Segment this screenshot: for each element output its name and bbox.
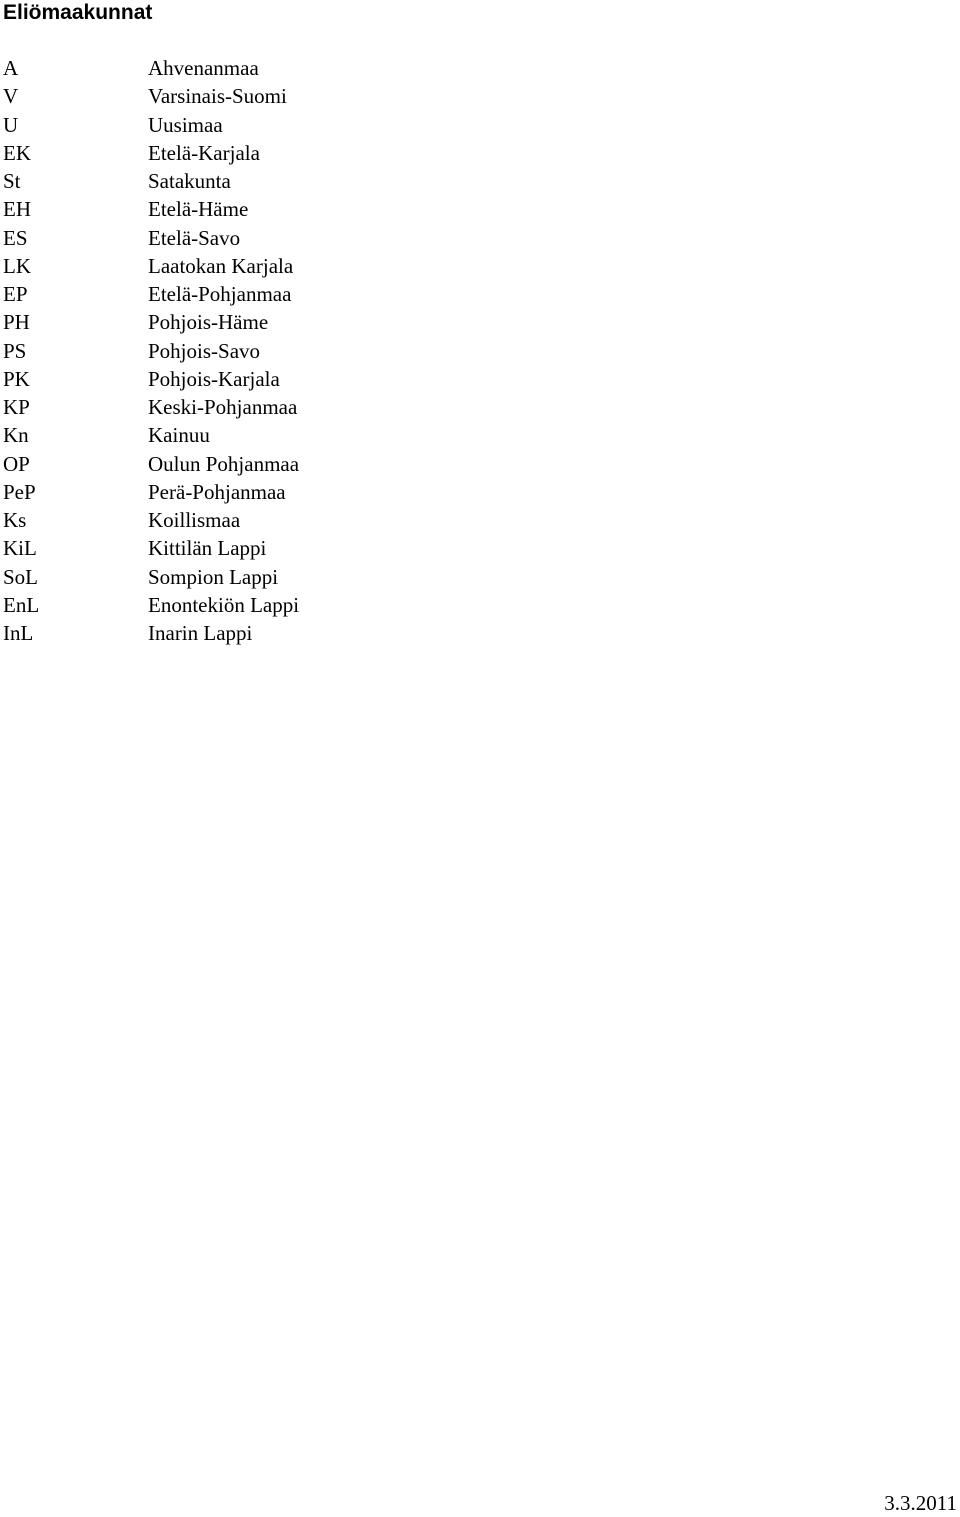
region-code: KP	[3, 395, 30, 419]
region-row	[3, 534, 299, 562]
region-name: Keski-Pohjanmaa	[148, 395, 298, 419]
region-row	[3, 421, 299, 449]
region-name: Kittilän Lappi	[148, 536, 267, 561]
region-row	[3, 111, 299, 139]
region-row	[3, 195, 299, 223]
region-code: Ks	[3, 508, 27, 532]
region-code: U	[3, 112, 19, 137]
region-code: Kn	[3, 423, 29, 448]
region-code: PS	[3, 338, 27, 363]
region-code: A	[3, 56, 19, 80]
region-name: Enontekiön Lappi	[148, 592, 300, 617]
region-code: EnL	[3, 592, 40, 617]
region-row	[3, 224, 299, 252]
region-name: Inarin Lappi	[148, 621, 253, 645]
region-name: Satakunta	[148, 169, 231, 193]
document-date: 3.3.2011	[884, 1491, 957, 1515]
region-table	[3, 54, 299, 647]
region-code: KiL	[3, 536, 37, 561]
region-name: Perä-Pohjanmaa	[148, 479, 286, 504]
region-name: Etelä-Savo	[148, 225, 241, 250]
region-code: EH	[3, 197, 31, 222]
region-name: Koillismaa	[148, 508, 241, 532]
region-row	[3, 280, 299, 308]
region-name: Pohjois-Karjala	[148, 366, 280, 391]
region-code: PH	[3, 310, 30, 335]
region-name: Etelä-Pohjanmaa	[148, 282, 292, 306]
region-code: PK	[3, 366, 30, 391]
region-row	[3, 337, 299, 365]
region-name: Etelä-Karjala	[148, 140, 260, 165]
page-title: Eliömaakunnat	[3, 1, 153, 24]
region-name: Laatokan Karjala	[148, 253, 294, 278]
region-row	[3, 365, 299, 393]
region-row	[3, 619, 299, 647]
region-code: ES	[3, 225, 28, 250]
region-row	[3, 563, 299, 591]
region-row	[3, 506, 299, 534]
region-name: Uusimaa	[148, 112, 223, 137]
region-row	[3, 478, 299, 506]
region-code: St	[3, 169, 21, 193]
region-code: EP	[3, 282, 28, 306]
region-row	[3, 167, 299, 195]
region-code: SoL	[3, 564, 39, 589]
region-name: Pohjois-Savo	[148, 338, 261, 363]
region-name: Oulun Pohjanmaa	[148, 451, 300, 476]
region-row	[3, 591, 299, 619]
region-row	[3, 139, 299, 167]
region-row	[3, 82, 299, 110]
region-row	[3, 252, 299, 280]
region-row	[3, 393, 299, 421]
region-name: Kainuu	[148, 423, 210, 448]
region-code: EK	[3, 140, 31, 165]
region-name: Sompion Lappi	[148, 564, 279, 589]
region-code: InL	[3, 621, 34, 645]
region-rows	[3, 54, 299, 647]
region-name: Pohjois-Häme	[148, 310, 269, 335]
region-code: OP	[3, 451, 30, 476]
region-row	[3, 54, 299, 82]
region-code: V	[3, 84, 19, 109]
region-code: LK	[3, 253, 31, 278]
region-name: Varsinais-Suomi	[148, 84, 287, 109]
region-name: Ahvenanmaa	[148, 56, 259, 80]
region-row	[3, 450, 299, 478]
region-code: PeP	[3, 479, 36, 504]
region-row	[3, 308, 299, 336]
region-name: Etelä-Häme	[148, 197, 249, 222]
